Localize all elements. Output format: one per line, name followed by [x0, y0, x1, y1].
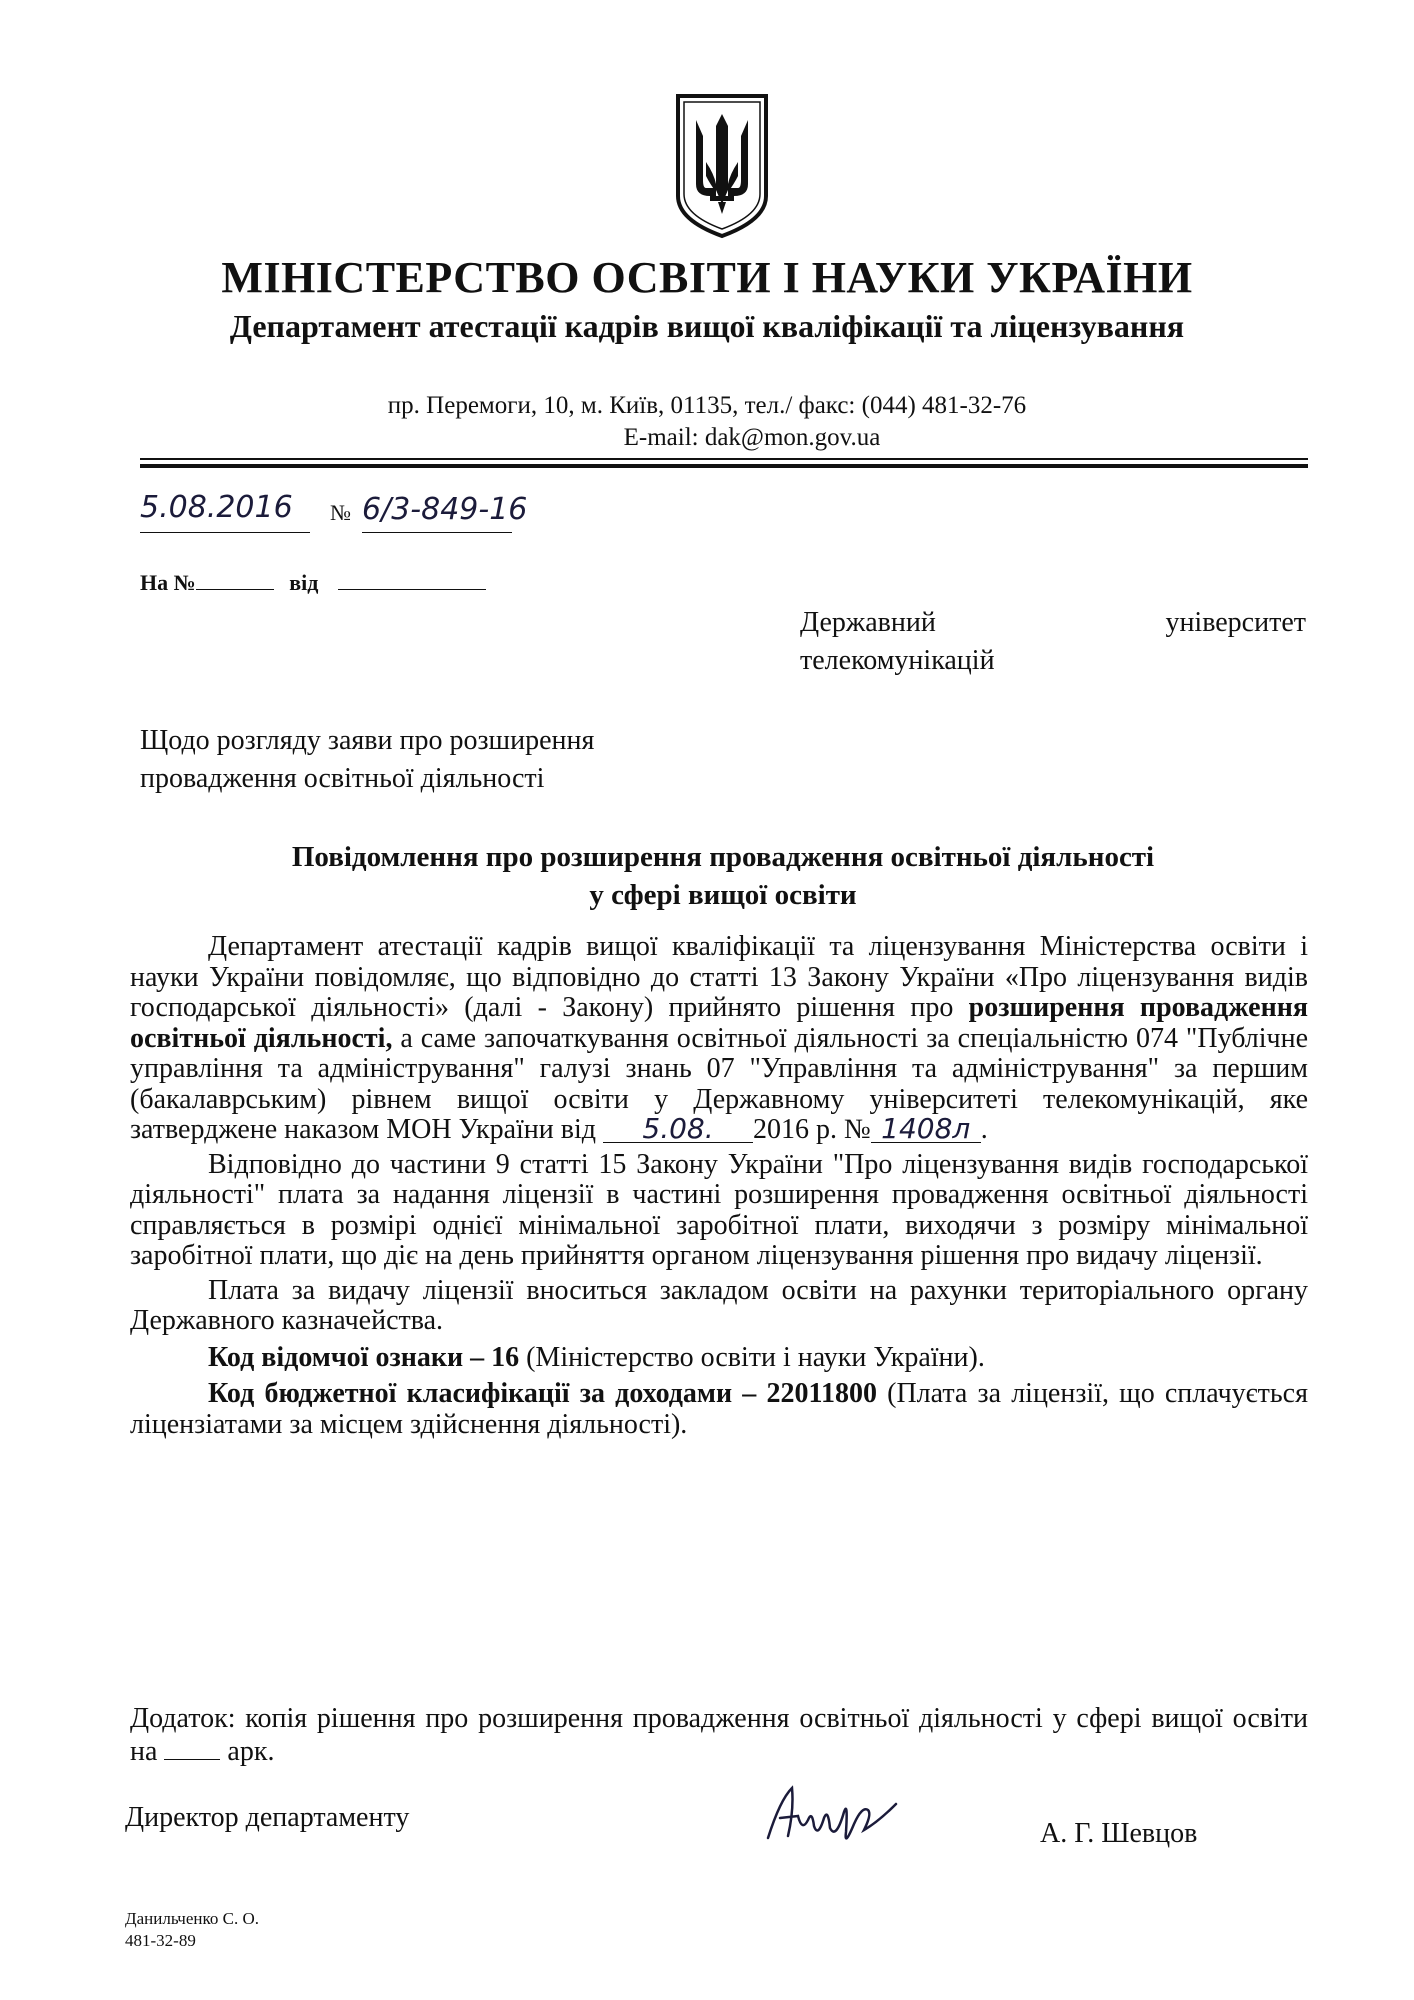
- reference-from-label: від: [289, 570, 319, 595]
- registration-number-label: №: [330, 500, 351, 525]
- departmental-code: Код відомчої ознаки – 16: [208, 1341, 520, 1373]
- reference-prefix: На №: [140, 570, 196, 595]
- attachment-text: Додаток: копія рішення про розширення провадження освітньої діяльності у сфері вищої освіти на: [130, 1703, 1308, 1767]
- order-number-label: №: [844, 1114, 871, 1145]
- attachment-note: [130, 1702, 1308, 1768]
- body-p1-text-b: а саме започаткування освітньої діяльності за спеціальністю 074 "Публічне управління та адміністрування" галузі знань 07 "Управління та адміністрування" за першим (бакалаврським) рівнем вищої освіти у Державному університеті телекомунікацій, яке затверджене наказом МОН України від: [130, 1022, 1308, 1145]
- registration-date-line: [140, 532, 310, 533]
- executor-phone: 481-32-89: [125, 1931, 196, 1950]
- registration-number: 6/3-849-16: [362, 492, 528, 527]
- budget-classification-note: (Плата за ліцензії, що сплачується ліцензіатами за місцем здійснення діяльності).: [130, 1378, 1308, 1440]
- ministry-address: пр. Перемоги, 10, м. Київ, 01135, тел./ факс: (044) 481-32-76: [387, 392, 1027, 419]
- body-paragraph-2: Відповідно до частини 9 статті 15 Закону України "Про ліцензування видів господарської діяльності" плата за надання ліцензії в частині розширення провадження освітньої діяльності справляється в розмірі однієї мінімальної заробітної плати, виходячи з розміру мінімальної заробітної плати, що діє на день прийняття органом ліцензування рішення про видачу ліцензії.: [130, 1148, 1308, 1271]
- order-number-handwritten: 1408л: [871, 1116, 981, 1143]
- letter-body: [130, 932, 1308, 1440]
- body-paragraph-4: [130, 1343, 1308, 1374]
- notice-heading-line-2: у сфері вищої освіти: [589, 879, 857, 911]
- reference-row: [140, 570, 486, 596]
- order-date-handwritten: 5.08.: [603, 1116, 753, 1143]
- ministry-title: МІНІСТЕРСТВО ОСВІТИ І НАУКИ УКРАЇНИ: [221, 253, 1193, 302]
- body-paragraph-5: [130, 1379, 1308, 1440]
- subject-line-2: провадження освітньої діяльності: [140, 763, 545, 794]
- department-title: Департамент атестації кадрів вищої кваліфікації та ліцензування: [229, 308, 1185, 344]
- signer-name: А. Г. Шевцов: [1040, 1818, 1198, 1849]
- body-paragraph-3: Плата за видачу ліцензії вноситься закладом освіти на рахунки територіального органу Державного казначейства.: [130, 1274, 1308, 1336]
- recipient-line-2: телекомунікацій: [800, 645, 995, 676]
- subject-block: [140, 722, 760, 798]
- body-p1-end: .: [980, 1114, 988, 1145]
- body-p1-text-c: 2016 р.: [753, 1114, 838, 1145]
- reference-number-blank: [196, 571, 274, 590]
- signer-role: Директор департаменту: [125, 1802, 410, 1833]
- departmental-code-note: (Міністерство освіти і науки України).: [519, 1341, 985, 1373]
- subject-line-1: Щодо розгляду заяви про розширення: [140, 725, 595, 756]
- attachment-suffix: арк.: [220, 1736, 275, 1767]
- header-divider-thick: [140, 464, 1308, 468]
- recipient-block: [800, 604, 1306, 680]
- notice-heading: [140, 838, 1306, 914]
- trident-emblem-icon: [672, 92, 772, 240]
- handwritten-signature-icon: [758, 1780, 908, 1850]
- registration-number-line: [362, 532, 512, 533]
- recipient-word-2: університет: [1165, 607, 1306, 638]
- executor-info: [125, 1908, 259, 1952]
- body-paragraph-1: [130, 932, 1308, 1146]
- ministry-email: E-mail: dak@mon.gov.ua: [623, 424, 881, 451]
- body-p1-bold: розширення провадження освітньої діяльності,: [130, 992, 1308, 1054]
- body-p1-text-a: Департамент атестації кадрів вищої кваліфікації та ліцензування Міністерства освіти і науки України повідомляє, що відповідно до статті 13 Закону України «Про ліцензування видів господарської діяльності» (далі - Закону) прийнято рішення про: [130, 931, 1308, 1023]
- registration-date: 5.08.2016: [140, 490, 293, 525]
- executor-name: Данильченко С. О.: [125, 1909, 259, 1928]
- recipient-word-1: Державний: [800, 607, 936, 638]
- header-divider-thin: [140, 458, 1308, 460]
- reference-date-blank: [338, 571, 486, 590]
- budget-classification-code: Код бюджетної класифікації за доходами – 22011800: [208, 1378, 877, 1409]
- attachment-pages-blank: [164, 1741, 220, 1760]
- notice-heading-line-1: Повідомлення про розширення провадження освітньої діяльності: [291, 841, 1155, 873]
